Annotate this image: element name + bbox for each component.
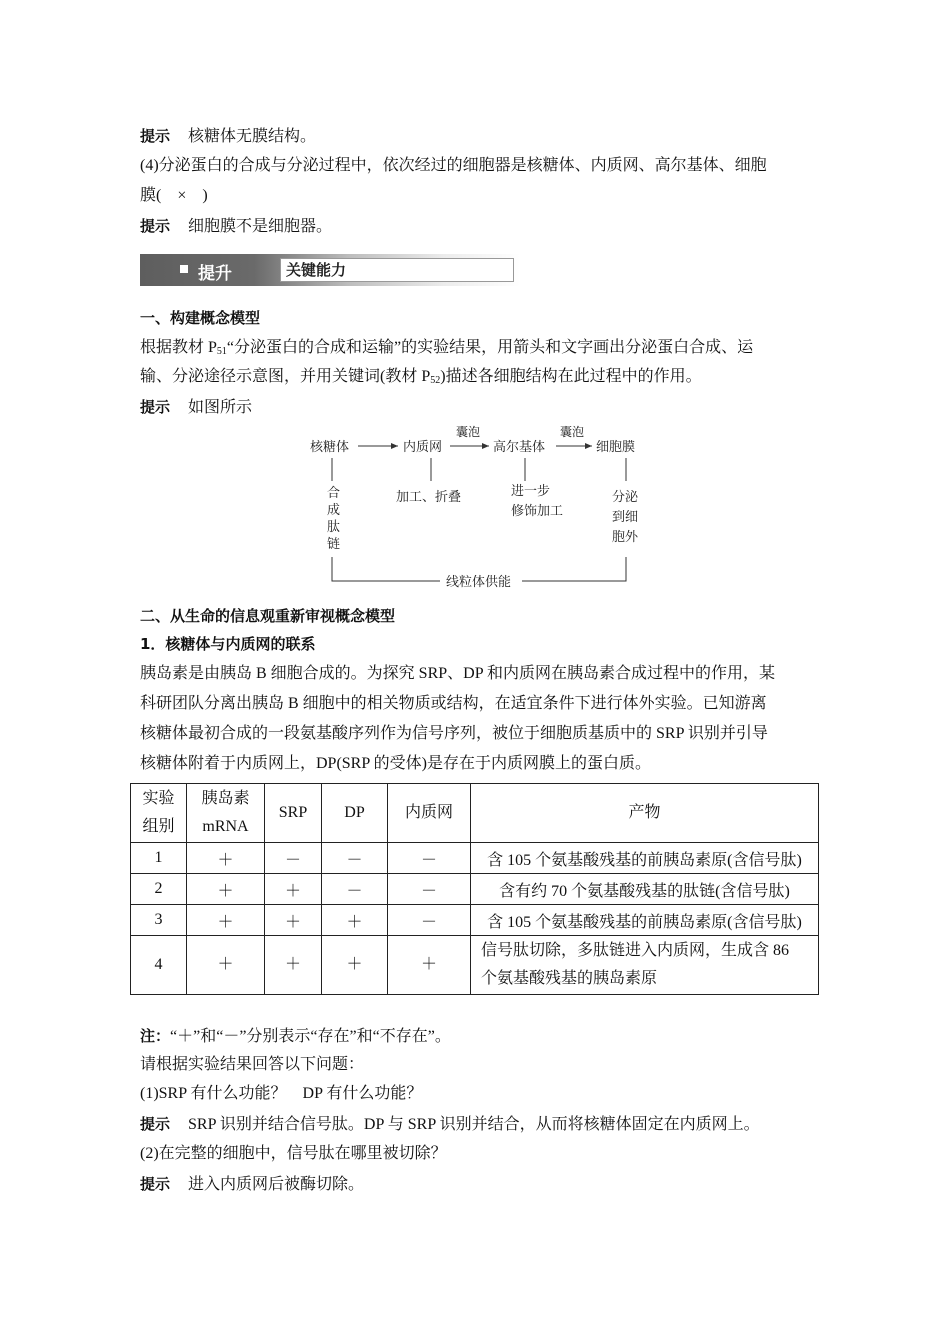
- page-subscript: 52: [430, 375, 441, 386]
- cell-group: 4: [131, 936, 187, 995]
- arrow-2-label: 囊泡: [456, 425, 481, 439]
- cell-group: 2: [131, 874, 187, 905]
- tip-text: SRP 识别并结合信号肽。DP 与 SRP 识别并结合，从而将核糖体固定在内质网上。: [188, 1116, 760, 1133]
- tip-text: 核糖体无膜结构。: [188, 128, 317, 145]
- desc-ribosome-1: 合: [327, 486, 341, 501]
- section2-para-1: 胰岛素是由胰岛 B 细胞合成的。为探究 SRP、DP 和内质网在胰岛素合成过程中的作用，某: [140, 665, 776, 682]
- question-4-line2: 膜( × ): [140, 187, 208, 204]
- table-row: [131, 905, 819, 936]
- tip-text: 进入内质网后被酶切除。: [188, 1176, 365, 1193]
- cell-srp: ＋: [265, 905, 322, 936]
- header-group: 实验 组别: [131, 784, 187, 843]
- node-er: 内质网: [403, 440, 443, 455]
- tip-label: 提示: [140, 127, 171, 145]
- page-subscript: 51: [216, 346, 227, 357]
- cell-er: －: [388, 843, 471, 874]
- header-srp: SRP: [265, 784, 322, 843]
- cell-er: －: [388, 905, 471, 936]
- cell-mrna: ＋: [187, 874, 265, 905]
- para-text: 输、分泌途径示意图，并用关键词(教材 P: [140, 368, 431, 385]
- cell-group: 1: [131, 843, 187, 874]
- tip-label: 提示: [140, 1175, 171, 1193]
- section1-para-line1: [140, 338, 820, 362]
- cell-dp: －: [322, 843, 388, 874]
- banner-right-label: 关键能力: [286, 261, 347, 279]
- tip-text: 细胞膜不是细胞器。: [188, 218, 333, 235]
- table-row: [131, 843, 819, 874]
- tip-row-4: [140, 216, 820, 237]
- section-banner: [140, 254, 520, 286]
- node-ribosome: 核糖体: [310, 440, 350, 455]
- desc-ribosome-2: 成: [327, 503, 341, 518]
- cell-group: 3: [131, 905, 187, 936]
- banner-left-label: 提升: [198, 264, 232, 284]
- cell-product: 含 105 个氨基酸残基的前胰岛素原(含信号肽): [471, 905, 819, 936]
- section1-heading: 一、构建概念模型: [140, 309, 261, 327]
- cell-srp: ＋: [265, 874, 322, 905]
- node-golgi: 高尔基体: [493, 440, 546, 455]
- desc-ribosome-4: 链: [327, 537, 341, 552]
- para-text: “分泌蛋白的合成和运输”的实验结果，用箭头和文字画出分泌蛋白合成、运: [226, 339, 754, 356]
- header-dp: DP: [322, 784, 388, 843]
- section2-subheading: 1．核糖体与内质网的联系: [140, 635, 316, 653]
- cell-product: 含有约 70 个氨基酸残基的肽链(含信号肽): [471, 874, 819, 905]
- cell-product: 信号肽切除，多肽链进入内质网，生成含 86 个氨基酸残基的胰岛素原: [471, 936, 819, 995]
- section1-para-line2: [140, 367, 820, 391]
- answer-1: [140, 1114, 820, 1135]
- desc-ribosome-3: 肽: [327, 520, 341, 535]
- note-text: “＋”和“－”分别表示“存在”和“不存在”。: [170, 1028, 451, 1045]
- answer-2: [140, 1174, 820, 1195]
- tip-label: 提示: [140, 217, 171, 235]
- question-1: (1)SRP 有什么功能？ DP 有什么功能？: [140, 1085, 423, 1102]
- para-text: )描述各细胞结构在此过程中的作用。: [440, 368, 702, 385]
- cell-dp: －: [322, 874, 388, 905]
- header-er: 内质网: [388, 784, 471, 843]
- experiment-table: [130, 783, 819, 995]
- question-4-line1: (4)分泌蛋白的合成与分泌过程中，依次经过的细胞器是核糖体、内质网、高尔基体、细胞: [140, 157, 767, 174]
- tip-text: 如图所示: [188, 399, 253, 416]
- tip-row-3: [140, 126, 820, 147]
- section2-para-2: 科研团队分离出胰岛 B 细胞中的相关物质或结构，在适宜条件下进行体外实验。已知游离: [140, 695, 767, 712]
- energy-line-right: [522, 557, 626, 581]
- energy-line-left: [332, 557, 440, 581]
- bullet-square-icon: [180, 265, 188, 273]
- cell-mrna: ＋: [187, 843, 265, 874]
- cell-mrna: ＋: [187, 905, 265, 936]
- cell-product: 含 105 个氨基酸残基的前胰岛素原(含信号肽): [471, 843, 819, 874]
- question-prompt: 请根据实验结果回答以下问题：: [140, 1056, 365, 1073]
- desc-membrane-1: 分泌: [612, 490, 639, 505]
- desc-golgi-2: 修饰加工: [511, 504, 564, 519]
- cell-srp: －: [265, 843, 322, 874]
- section2-para-4: 核糖体附着于内质网上，DP(SRP 的受体)是存在于内质网膜上的蛋白质。: [140, 755, 651, 772]
- desc-golgi-1: 进一步: [511, 484, 551, 499]
- desc-er: 加工、折叠: [396, 490, 462, 505]
- table-row: [131, 936, 819, 995]
- section2-para-3: 核糖体最初合成的一段氨基酸序列作为信号序列，被位于细胞质基质中的 SRP 识别并引导: [140, 725, 768, 742]
- desc-membrane-2: 到细: [612, 510, 639, 525]
- para-text: 根据教材 P: [140, 339, 217, 356]
- section2-heading: 二、从生命的信息观重新审视概念模型: [140, 607, 396, 625]
- cell-mrna: ＋: [187, 936, 265, 995]
- node-cell-membrane: 细胞膜: [596, 440, 636, 455]
- arrow-3-label: 囊泡: [560, 425, 585, 439]
- cell-srp: ＋: [265, 936, 322, 995]
- desc-membrane-3: 胞外: [612, 530, 639, 545]
- section1-tip: [140, 397, 820, 418]
- table-note: [140, 1026, 820, 1047]
- cell-er: －: [388, 874, 471, 905]
- cell-dp: ＋: [322, 905, 388, 936]
- secretion-flow-diagram: [290, 425, 670, 600]
- question-2: (2)在完整的细胞中，信号肽在哪里被切除？: [140, 1145, 447, 1162]
- cell-dp: ＋: [322, 936, 388, 995]
- tip-label: 提示: [140, 398, 171, 416]
- header-product: 产物: [471, 784, 819, 843]
- tip-label: 提示: [140, 1115, 171, 1133]
- table-row: [131, 874, 819, 905]
- cell-er: ＋: [388, 936, 471, 995]
- energy-label: 线粒体供能: [446, 575, 512, 590]
- header-mrna: 胰岛素 mRNA: [187, 784, 265, 843]
- note-label: 注：: [140, 1027, 171, 1045]
- table-header-row: [131, 784, 819, 843]
